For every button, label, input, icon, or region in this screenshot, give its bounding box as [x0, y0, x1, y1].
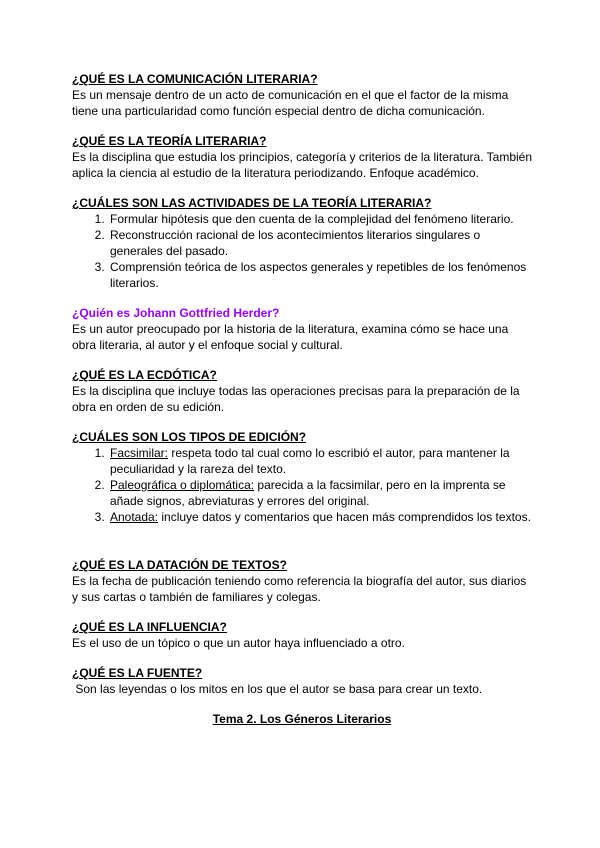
list-item-text: respeta todo tal cual como lo escribió el autor, para mantener la peculiaridad y la rareza del texto.	[110, 446, 510, 476]
tipos-edicion-list	[72, 445, 532, 525]
list-item	[108, 445, 532, 477]
list-item-term: Anotada:	[110, 510, 159, 524]
section-text: Es un autor preocupado por la historia de la literatura, examina cómo se hace una obra literaria, al autor y el enfoque social y cultural.	[72, 322, 509, 352]
section-text: Es el uso de un tópico o que un autor haya influenciado a otro.	[72, 636, 405, 650]
list-item-term: Facsimilar:	[110, 446, 169, 460]
section-heading: ¿CUÁLES SON LAS ACTIVIDADES DE LA TEORÍA LITERARIA?	[72, 196, 432, 210]
section-text: Es un mensaje dentro de un acto de comunicación en el que el factor de la misma tiene una particularidad como función especial dentro de dicha comunicación.	[72, 88, 509, 118]
list-item-term: Paleográfica o diplomática:	[110, 478, 255, 492]
section-heading: ¿QUÉ ES LA FUENTE?	[72, 666, 203, 680]
list-item: 2. Reconstrucción racional de los acontecimientos literarios singulares o generales del pasado.	[108, 227, 532, 259]
list-item	[108, 509, 532, 525]
section-text: Es la disciplina que estudia los principios, categoría y criterios de la literatura. También aplica la ciencia al estudio de la literatura periodizando. Enfoque académico.	[72, 150, 533, 180]
section-heading: ¿QUÉ ES LA INFLUENCIA?	[72, 620, 227, 634]
list-item-text: parecida a la facsimilar, pero en la imprenta se añade signos, abreviaturas y errores del original.	[110, 478, 506, 508]
section-tipos-edicion	[72, 429, 532, 525]
list-item	[108, 477, 532, 509]
section-comunicacion-literaria	[72, 71, 532, 119]
section-fuente	[72, 665, 532, 697]
list-item: 1. Formular hipótesis que den cuenta de la complejidad del fenómeno literario.	[108, 211, 532, 227]
section-influencia	[72, 619, 532, 651]
section-actividades	[72, 195, 532, 291]
section-herder	[72, 305, 532, 353]
list-item: 3. Comprensión teórica de los aspectos generales y repetibles de los fenómenos literarios.	[108, 259, 532, 291]
section-text: Es la disciplina que incluye todas las operaciones precisas para la preparación de la obra en orden de su edición.	[72, 384, 520, 414]
section-text: Son las leyendas o los mitos en los que el autor se basa para crear un texto.	[72, 682, 483, 696]
list-item-text: incluye datos y comentarios que hacen más comprendidos los textos.	[158, 510, 531, 524]
tema-title: Tema 2. Los Géneros Literarios	[212, 712, 392, 726]
section-teoria-literaria	[72, 133, 532, 181]
section-text: Es la fecha de publicación teniendo como referencia la biografía del autor, sus diarios y sus cartas o también de familiares y colegas.	[72, 574, 527, 604]
section-heading: ¿CUÁLES SON LOS TIPOS DE EDICIÓN?	[72, 430, 307, 444]
blank-line	[72, 539, 532, 557]
section-heading: ¿QUÉ ES LA ECDÓTICA?	[72, 368, 217, 382]
section-heading: ¿Quién es Johann Gottfried Herder?	[72, 306, 280, 320]
section-heading: ¿QUÉ ES LA TEORÍA LITERARIA?	[72, 134, 267, 148]
section-datacion	[72, 557, 532, 605]
document-content	[72, 71, 532, 739]
section-ecdotica	[72, 367, 532, 415]
section-heading: ¿QUÉ ES LA DATACIÓN DE TEXTOS?	[72, 558, 287, 572]
actividades-list	[72, 211, 532, 291]
section-heading: ¿QUÉ ES LA COMUNICACIÓN LITERARIA?	[72, 72, 318, 86]
